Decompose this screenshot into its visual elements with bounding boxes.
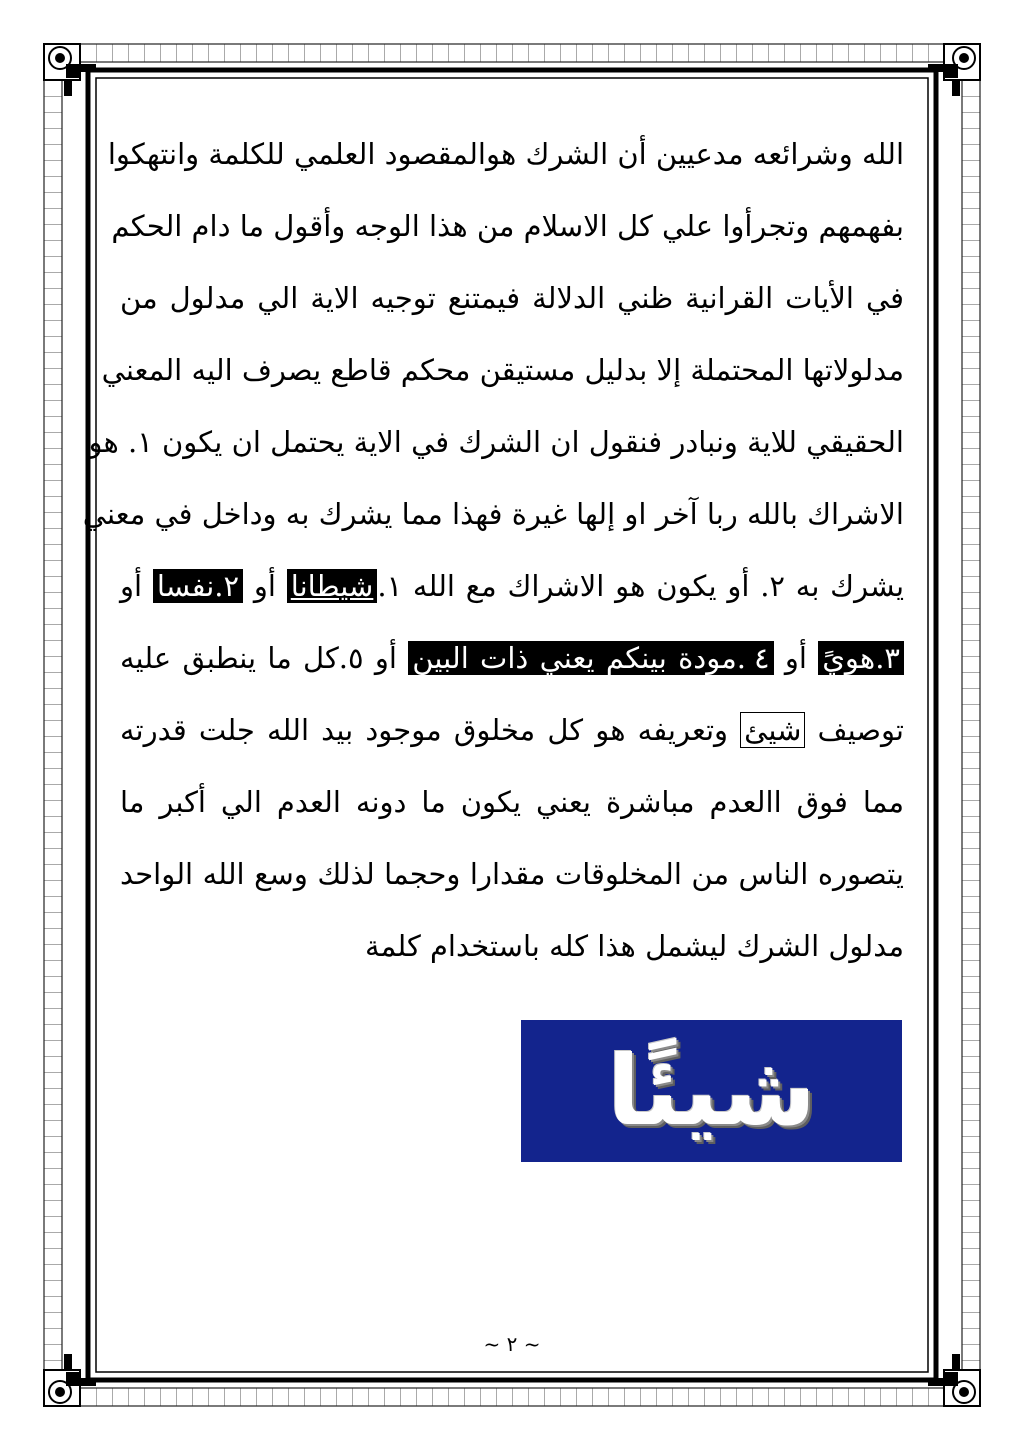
highlighted-term: شيئ <box>740 712 805 748</box>
text-segment: الله وشرائعه مدعيين أن الشرك هوالمقصود العلمي للكلمة وانتهكوا <box>107 137 904 171</box>
text-line <box>120 262 904 334</box>
calligraphy-banner <box>521 1020 902 1162</box>
text-segment: الاشراك بالله ربا آخر او إلها غيرة فهذا مما يشرك به وداخل في معني <box>82 497 904 531</box>
text-segment: في الأيات القرانية ظني الدلالة فيمتنع توجيه الاية الي مدلول من <box>120 281 904 315</box>
text-segment: أو <box>243 569 287 603</box>
text-line <box>88 406 904 478</box>
text-segment: مما فوق االعدم مباشرة يعني يكون ما دونه العدم الي أكبر ما <box>120 785 904 819</box>
text-line <box>107 118 904 190</box>
text-segment: يشرك به ٢. أو يكون هو الاشراك مع الله ١. <box>377 569 905 603</box>
text-line <box>120 550 904 622</box>
text-line <box>120 622 904 694</box>
highlighted-term: شيطانا <box>287 569 378 603</box>
text-line <box>101 334 904 406</box>
banner-word: شيئًا <box>607 1035 816 1147</box>
page-number: ~ ٢ ~ <box>483 1332 541 1356</box>
text-line <box>82 478 904 550</box>
text-line <box>120 838 904 910</box>
text-segment: بفهمهم وتجرأوا علي كل الاسلام من هذا الوجه وأقول ما دام الحكم <box>111 209 904 243</box>
text-line <box>111 190 904 262</box>
text-line <box>120 910 904 982</box>
highlighted-term: .مودة بينكم يعني ذات البين <box>408 641 750 675</box>
text-line <box>120 766 904 838</box>
text-segment: وتعريفه هو كل مخلوق موجود بيد الله جلت قدرته <box>120 713 741 747</box>
text-segment: مدلول الشرك ليشمل هذا كله باستخدام كلمة <box>365 929 904 963</box>
text-segment: أو ٥.كل ما ينطبق عليه <box>120 641 409 675</box>
highlighted-term: ٣.هويً <box>818 641 904 675</box>
body-text <box>82 118 905 982</box>
text-segment: يتصوره الناس من المخلوقات مقدارا وحجما لذلك وسع الله الواحد <box>120 857 904 891</box>
text-segment: أو <box>773 641 819 675</box>
text-segment: توصيف <box>805 713 904 747</box>
text-segment: أو <box>120 569 153 603</box>
text-line <box>120 694 904 766</box>
text-segment: الحقيقي للاية ونبادر فنقول ان الشرك في الاية يحتمل ان يكون ١. هو <box>88 425 904 459</box>
highlighted-term: ٢.نفسا <box>153 569 243 603</box>
highlighted-term: ٤ <box>750 641 774 675</box>
text-segment: مدلولاتها المحتملة إلا بدليل مستيقن محكم قاطع يصرف اليه المعني <box>101 353 904 387</box>
